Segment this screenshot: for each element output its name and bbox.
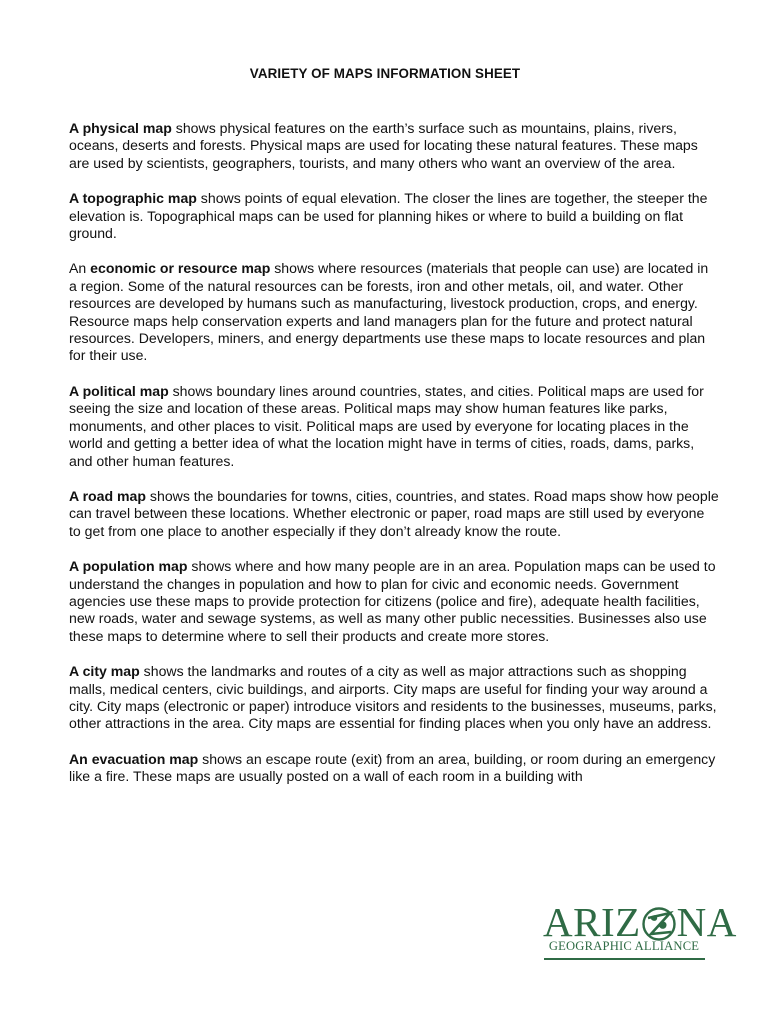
paragraph-topographic-map: A topographic map shows points of equal elevation. The closer the lines are together, the steeper the elevation is. Topographical maps can be used for planning hikes or where to build a building on flat ground.	[69, 190, 708, 242]
logo-wordmark	[543, 900, 737, 944]
arizona-geographic-alliance-logo	[543, 899, 737, 962]
term-economic-map: economic or resource map	[90, 260, 271, 277]
logo-word-left: ARIZ	[543, 899, 641, 945]
logo-subtitle: GEOGRAPHIC ALLIANCE	[548, 939, 700, 953]
paragraph-evacuation-map: An evacuation map shows an escape route (exit) from an area, building, or room during an emergency like a fire. These maps are usually posted on a wall of each room in a building with	[69, 750, 716, 785]
term-road-map: A road map	[69, 487, 147, 504]
term-population-map: A population map	[69, 558, 188, 575]
logo-word-right: NA	[676, 899, 737, 945]
document-body	[69, 120, 719, 786]
term-evacuation-map: An evacuation map	[69, 750, 199, 767]
paragraph-population-map: A population map shows where and how many people are in an area. Population maps can be used to understand the changes in population and how to plan for civic and economic needs. Government agencies use these maps to provide protection for citizens (police and fire), adequate health facilities, new roads, water and sewage systems, as well as many other public necessities. Businesses also use these maps to determine where to sell their products and create more stores.	[69, 558, 716, 644]
term-topographic-map: A topographic map	[69, 190, 197, 207]
paragraph-economic-map: An economic or resource map shows where resources (materials that people can use) are located in a region. Some of the natural resources can be forests, iron and other metals, oil, and water. Other resources are developed by humans such as manufacturing, livestock production, crops, and energy. Resource maps help conservation experts and land managers plan for the future and protect natural resources. Developers, miners, and energy departments use these maps to locate resources and plan for their use.	[69, 260, 709, 364]
term-physical-map: A physical map	[69, 120, 172, 136]
paragraph-physical-map: A physical map shows physical features on the earth’s surface such as mountains, plains, rivers, oceans, deserts and forests. Physical maps are used for locating these natural features. These maps are used by scientists, geographers, tourists, and many others who want an overview of the area.	[69, 120, 698, 171]
paragraph-political-map: A political map shows boundary lines around countries, states, and cities. Political maps are used for seeing the size and location of these areas. Political maps may show human features like parks, monuments, and other places to visit. Political maps are used by everyone for locating places in the world and getting a better idea of what the location might have in terms of cities, roads, dams, parks, and other human features.	[69, 382, 704, 469]
paragraph-city-map: A city map shows the landmarks and routes of a city as well as major attractions such as shopping malls, medical centers, civic buildings, and airports. City maps are useful for finding your way around a city. City maps (electronic or paper) introduce visitors and residents to the businesses, museums, parks, other attractions in the area. City maps are essential for finding places when you only have an address.	[69, 663, 717, 732]
globe-icon	[642, 907, 676, 941]
term-city-map: A city map	[69, 663, 140, 680]
term-political-map: A political map	[69, 382, 169, 399]
logo-underline	[544, 958, 705, 960]
document-title: VARIETY OF MAPS INFORMATION SHEET	[249, 66, 521, 81]
paragraph-road-map: A road map shows the boundaries for towns, cities, countries, and states. Road maps show how people can travel between these locations. Whether electronic or paper, road maps are still used by everyone to get from one place to another especially if they don’t already know the route.	[69, 487, 719, 539]
